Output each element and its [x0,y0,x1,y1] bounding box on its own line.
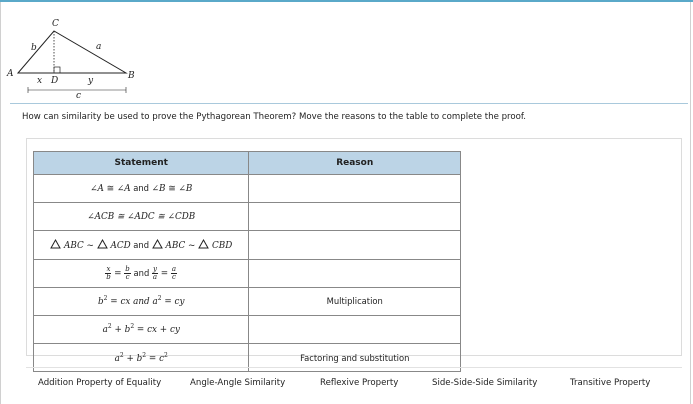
vertex-label-b: B [128,71,135,81]
answer-bank-separator [26,367,682,368]
bank-item-sss-similarity[interactable]: Side-Side-Side Similarity [432,378,538,388]
right-angle-marker [54,67,60,73]
top-accent-bar [0,0,693,2]
bank-item-angle-angle-similarity[interactable]: Angle-Angle Similarity [190,378,286,388]
statement-cell [34,231,249,259]
fraction: $\frac{b}{c}$ [125,264,130,281]
statement-cell [34,287,249,315]
triangle-icon [50,239,61,249]
statement-cell [34,203,249,231]
table-row [34,203,461,231]
reason-cell-filled: Factoring and substitution [249,344,461,372]
statement-7: $a^2 + b^2 = c^2$ [114,351,168,364]
statement-cell [34,259,249,287]
triangle-icon [198,239,209,249]
reason-header: Reason [249,152,461,175]
statement-5: $b^2$ = cx and $a^2$ = cy [98,295,185,308]
reason-drop-zone[interactable] [249,259,461,287]
segment-label-y: y [88,76,94,86]
table-row [34,259,461,287]
table-row [34,287,461,315]
question-prompt: How can similarity be used to prove the Pythagorean Theorem? Move the reasons to the table to complete the proof. [22,112,527,122]
bank-item-addition-property[interactable]: Addition Property of Equality [38,378,162,388]
bank-item-transitive-property[interactable]: Transitive Property [570,378,651,388]
triangle-figure [4,14,154,100]
reason-drop-zone[interactable] [249,203,461,231]
statement-1: ∠A ≅ ∠A and ∠B ≅ ∠B [90,183,193,195]
fraction: $\frac{y}{a}$ [152,264,158,281]
statement-2: ∠ACB ≅ ∠ADC ≅ ∠CDB [87,211,196,222]
statement-header: Statement [34,152,249,175]
bank-item-reflexive-property[interactable]: Reflexive Property [320,378,399,388]
table-header-row [34,152,461,175]
fraction: $\frac{x}{b}$ [106,264,111,281]
statement-6: $a^2 + b^2$ = cx + cy [102,323,180,336]
foot-label-d: D [51,76,59,86]
statement-cell [34,175,249,203]
proof-table [33,151,461,372]
vertex-label-a: A [7,69,14,79]
table-row [34,315,461,343]
table-row [34,175,461,203]
reason-drop-zone[interactable] [249,315,461,343]
triangle-diagram [4,14,154,100]
fraction: $\frac{a}{c}$ [171,264,176,281]
side-label-a: a [96,42,102,52]
segment-label-x: x [37,76,43,86]
triangle-icon [152,239,163,249]
statement-3: ABC ~ ACD and ABC ~ CBD [50,241,232,251]
side-label-c: c [76,91,82,101]
reason-drop-zone[interactable] [249,231,461,259]
frame-left-border [0,2,1,404]
side-label-b: b [31,43,37,53]
section-divider [10,103,688,104]
vertex-label-c: C [52,19,59,29]
statement-4: $\frac{x}{b}$ = $\frac{b}{c}$ and $\frac{y}{a}$ = $\frac{a}{c}$ [106,264,176,281]
statement-cell [34,315,249,343]
frame-right-border [690,2,691,404]
triangle-icon [97,239,108,249]
reason-cell-filled: Multiplication [249,287,461,315]
table-row [34,231,461,259]
reason-drop-zone[interactable] [249,175,461,203]
